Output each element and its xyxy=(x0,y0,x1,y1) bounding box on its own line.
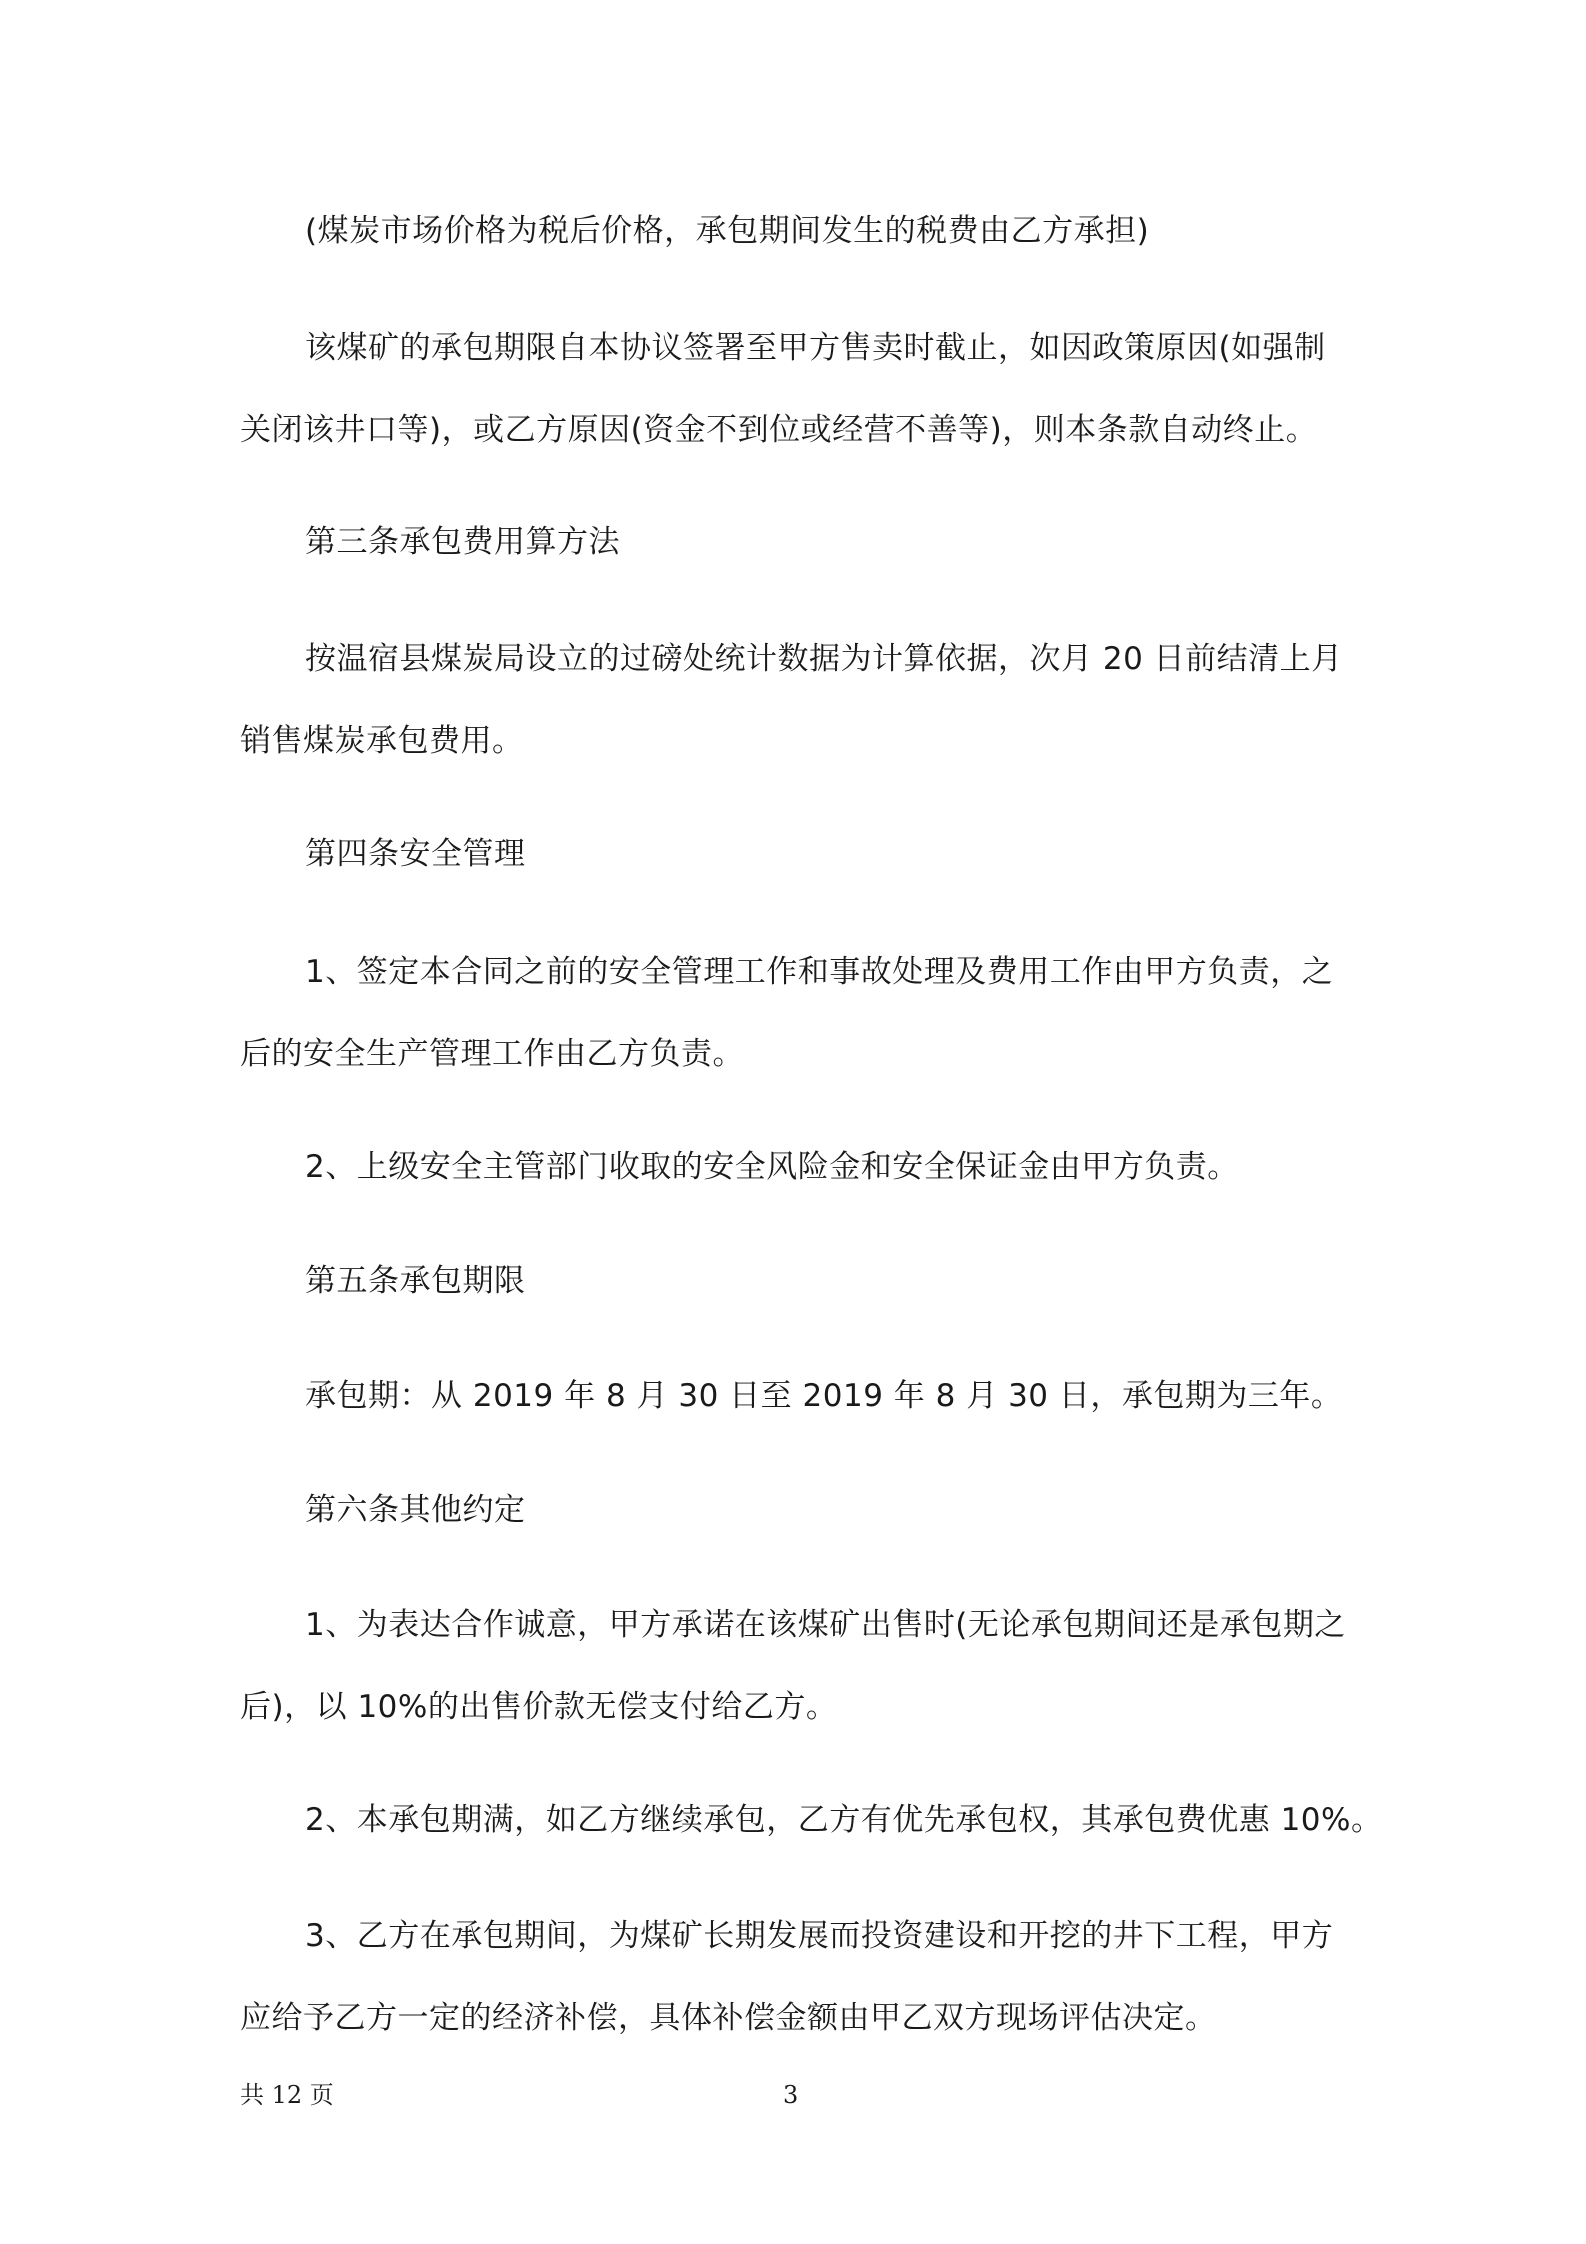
heading-article-5: 第五条承包期限 xyxy=(305,1263,526,1299)
paragraph-term-line-2: 关闭该井口等)，或乙方原因(资金不到位或经营不善等)，则本条款自动终止。 xyxy=(240,412,1318,448)
heading-article-6: 第六条其他约定 xyxy=(305,1492,526,1528)
heading-article-3: 第三条承包费用算方法 xyxy=(305,524,620,560)
footer-total-pages: 共 12 页 xyxy=(240,2081,334,2109)
paragraph-fee-calc-line-1: 按温宿县煤炭局设立的过磅处统计数据为计算依据，次月 20 日前结清上月 xyxy=(305,641,1343,677)
paragraph-contract-period: 承包期：从 2019 年 8 月 30 日至 2019 年 8 月 30 日，承包期为三年。 xyxy=(305,1378,1343,1414)
paragraph-safety-2: 2、上级安全主管部门收取的安全风险金和安全保证金由甲方负责。 xyxy=(305,1149,1239,1185)
paragraph-safety-1-line-1: 1、签定本合同之前的安全管理工作和事故处理及费用工作由甲方负责，之 xyxy=(305,954,1334,990)
paragraph-safety-1-line-2: 后的安全生产管理工作由乙方负责。 xyxy=(240,1036,744,1072)
paragraph-fee-calc-line-2: 销售煤炭承包费用。 xyxy=(240,723,524,759)
paragraph-term-line-1: 该煤矿的承包期限自本协议签署至甲方售卖时截止，如因政策原因(如强制 xyxy=(305,330,1326,366)
paragraph-other-3-line-1: 3、乙方在承包期间，为煤矿长期发展而投资建设和开挖的井下工程，甲方 xyxy=(305,1918,1334,1954)
heading-article-4: 第四条安全管理 xyxy=(305,836,526,872)
paragraph-other-2: 2、本承包期满，如乙方继续承包，乙方有优先承包权，其承包费优惠 10%。 xyxy=(305,1802,1383,1838)
paragraph-other-1-line-2: 后)，以 10%的出售价款无偿支付给乙方。 xyxy=(240,1689,838,1725)
paragraph-other-1-line-1: 1、为表达合作诚意，甲方承诺在该煤矿出售时(无论承包期间还是承包期之 xyxy=(305,1607,1346,1643)
paragraph-other-3-line-2: 应给予乙方一定的经济补偿，具体补偿金额由甲乙双方现场评估决定。 xyxy=(240,2000,1217,2036)
footer-page-number: 3 xyxy=(783,2081,799,2109)
paragraph-tax-note: (煤炭市场价格为税后价格，承包期间发生的税费由乙方承担) xyxy=(305,213,1150,249)
